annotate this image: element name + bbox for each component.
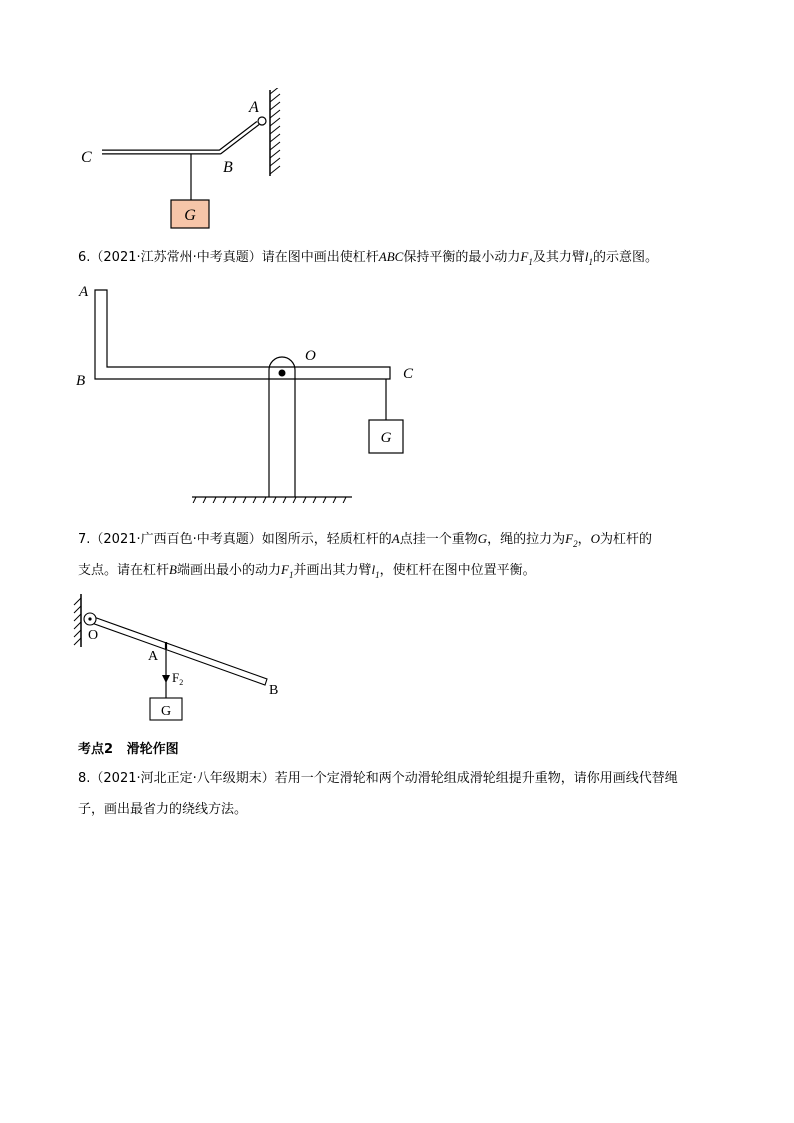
lever-figure-q7 (72, 592, 292, 724)
weight-label: G (160, 704, 172, 719)
support-post (269, 357, 295, 497)
bent-lever (102, 123, 258, 152)
label-a: A (148, 649, 159, 664)
question-8-line-2: 子，画出最省力的绕线方法。 (78, 802, 248, 817)
section-heading: 考点2 滑轮作图 (78, 742, 179, 757)
l-lever (95, 290, 390, 379)
question-7-line-2: 支点。请在杠杆B端画出最小的动力$F_1$并画出其力臂$l_1$，使杠杆在图中位置平衡。 (78, 562, 536, 580)
force-arrow (162, 675, 170, 683)
label-b: B (223, 159, 233, 176)
wall-hatching (270, 88, 280, 174)
hinge-a (258, 117, 266, 125)
weight-label: G (184, 207, 196, 224)
question-8-line-1: 8.（2021·河北正定·八年级期末）若用一个定滑轮和两个动滑轮组成滑轮组提升重物，请你用画线代替绳 (78, 771, 678, 786)
label-a: A (249, 99, 259, 116)
label-b: B (76, 373, 86, 389)
label-o: O (305, 348, 316, 364)
ground-hatching (188, 497, 346, 503)
wall-hatching (74, 598, 81, 645)
label-c: C (403, 366, 414, 382)
label-o: O (88, 628, 99, 643)
lever-figure-q5 (70, 88, 300, 233)
force-label: $F_2$ (172, 670, 184, 687)
lever-figure-q6 (70, 278, 430, 503)
weight-label: G (380, 430, 392, 446)
question-6: 6.（2021·江苏常州·中考真题）请在图中画出使杠杆ABC保持平衡的最小动力$F_1$及其力臂$l_1$的示意图。 (78, 249, 658, 267)
pivot-o (279, 370, 286, 377)
label-c: C (81, 149, 92, 166)
question-7-line-1: 7.（2021·广西百色·中考真题）如图所示，轻质杠杆的A点挂一个重物G，绳的拉力为$F_2$，O为杠杆的 (78, 531, 653, 549)
label-a: A (79, 284, 89, 300)
label-b: B (269, 683, 279, 698)
